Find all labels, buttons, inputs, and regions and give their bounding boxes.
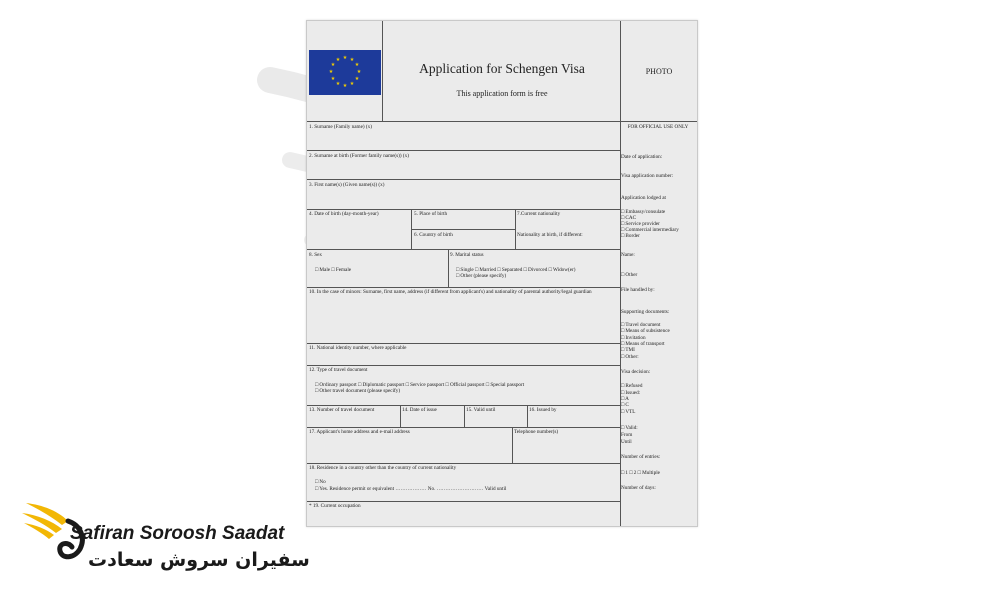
official-option: □ Refused <box>621 383 643 389</box>
official-valid-from: From <box>621 432 633 438</box>
official-visa-application-number: Visa application number: <box>621 173 674 179</box>
eu-flag-icon: ★ ★ ★ ★ ★ ★ ★ ★ ★ ★ ★ ★ <box>309 50 381 95</box>
brand-name-english: Safiran Soroosh Saadat <box>70 523 285 544</box>
divider <box>307 249 620 250</box>
travel-document-options[interactable]: □ Ordinary passport □ Diplomatic passport □ Service passport □ Official passport □ Special passport <box>315 382 525 388</box>
divider <box>307 463 620 464</box>
official-number-of-entries: Number of entries: <box>621 454 661 460</box>
official-option: □ Embassy/consulate <box>621 209 666 215</box>
divider <box>464 405 465 427</box>
field-first-name-label: 3. First name(s) (Given name(s)) (x) <box>309 182 385 188</box>
official-date-of-application: Date of application: <box>621 154 663 160</box>
official-option: □ Service provider <box>621 221 660 227</box>
field-telephone-label: Telephone number(s) <box>514 429 559 435</box>
official-option: □ Issued: <box>621 390 641 396</box>
form-subtitle: This application form is free <box>456 89 548 98</box>
official-option: □ Other <box>621 272 638 278</box>
divider <box>307 427 620 428</box>
field-travel-document-type-label: 12. Type of travel document <box>309 367 368 373</box>
brand-logo <box>18 495 310 585</box>
field-date-of-issue-label: 14. Date of issue <box>402 407 437 413</box>
official-option: □ C <box>621 402 629 408</box>
official-application-lodged-at: Application lodged at <box>621 195 666 201</box>
field-marital-status-label: 9. Marital status <box>450 252 484 258</box>
official-option: □ Border <box>621 233 640 239</box>
official-option: □ A <box>621 396 629 402</box>
field-residence-label: 18. Residence in a country other than the country of current nationality <box>309 465 457 471</box>
official-option: □ Means of transport <box>621 341 665 347</box>
field-home-address-label: 17. Applicant's home address and e-mail address <box>309 429 410 435</box>
divider <box>515 209 516 249</box>
official-option: □ Commercial intermediary <box>621 227 679 233</box>
official-supporting-documents: Supporting documents: <box>621 309 670 315</box>
travel-document-other-option[interactable]: □ Other travel document (please specify) <box>315 388 401 394</box>
field-sex-label: 8. Sex <box>309 252 322 258</box>
official-option: □ Invitation <box>621 335 646 341</box>
field-place-of-birth-label: 5. Place of birth <box>414 211 448 217</box>
official-visa-decision: Visa decision: <box>621 369 651 375</box>
official-file-handled-by: File handled by: <box>621 287 655 293</box>
official-use-heading: FOR OFFICIAL USE ONLY <box>627 124 689 130</box>
divider <box>307 179 620 180</box>
field-valid-until-label: 15. Valid until <box>466 407 496 413</box>
official-entries-options: □ 1 □ 2 □ Multiple <box>621 470 660 476</box>
field-date-of-birth-label: 4. Date of birth (day-month-year) <box>309 211 379 217</box>
official-option: □ Means of subsistence <box>621 328 670 334</box>
official-name: Name: <box>621 252 635 258</box>
divider <box>411 229 515 230</box>
divider <box>307 365 620 366</box>
form-title: Application for Schengen Visa <box>419 61 585 76</box>
marital-status-other-option[interactable]: □ Other (please specify) <box>456 273 507 279</box>
official-option: □ Valid: <box>621 425 638 431</box>
marital-status-options[interactable]: □ Single □ Married □ Separated □ Divorced □ Widow(er) <box>456 267 576 273</box>
official-option: □ VTL <box>621 409 636 415</box>
divider <box>307 121 697 122</box>
field-issued-by-label: 16. Issued by <box>529 407 557 413</box>
photo-box-label: PHOTO <box>645 67 673 76</box>
visa-application-form <box>306 20 698 527</box>
divider <box>307 287 620 288</box>
field-country-of-birth-label: 6. Country of birth <box>414 232 453 238</box>
official-number-of-days: Number of days: <box>621 485 656 491</box>
field-minors-guardian-label: 10. In the case of minors: Surname, first name, address (if different from applicant's) and nationality of parental authority/legal guardian <box>309 289 592 295</box>
divider <box>448 249 449 287</box>
divider <box>307 209 620 210</box>
brand-name-persian: سفیران سروش سعادت <box>88 549 310 571</box>
divider <box>527 405 528 427</box>
official-option: □ TMI <box>621 347 635 353</box>
field-nationality-at-birth-label: Nationality at birth, if different: <box>517 232 583 238</box>
sex-options[interactable]: □ Male □ Female <box>315 267 352 273</box>
divider <box>512 427 513 463</box>
divider <box>400 405 401 427</box>
field-surname-at-birth-label: 2. Surname at birth (Former family name(s)) (x) <box>309 153 409 159</box>
divider <box>307 150 620 151</box>
field-current-nationality-label: 7.Current nationality <box>517 211 561 217</box>
official-option: □ Other: <box>621 354 639 360</box>
official-option: □ CAC <box>621 215 637 221</box>
field-national-id-label: 11. National identity number, where applicable <box>309 345 407 351</box>
field-current-occupation-label: * 19. Current occupation <box>309 503 361 509</box>
official-valid-until: Until <box>621 439 632 445</box>
divider <box>307 501 620 502</box>
divider <box>307 343 620 344</box>
residence-yes-option[interactable]: □ Yes. Residence permit or equivalent ……………… No. ……………………… Valid until <box>315 486 507 492</box>
field-surname-label: 1. Surname (Family name) (x) <box>309 124 372 130</box>
residence-no-option[interactable]: □ No <box>315 479 326 485</box>
official-option: □ Travel document <box>621 322 661 328</box>
field-document-number-label: 13. Number of travel document <box>309 407 375 413</box>
divider <box>382 21 383 121</box>
